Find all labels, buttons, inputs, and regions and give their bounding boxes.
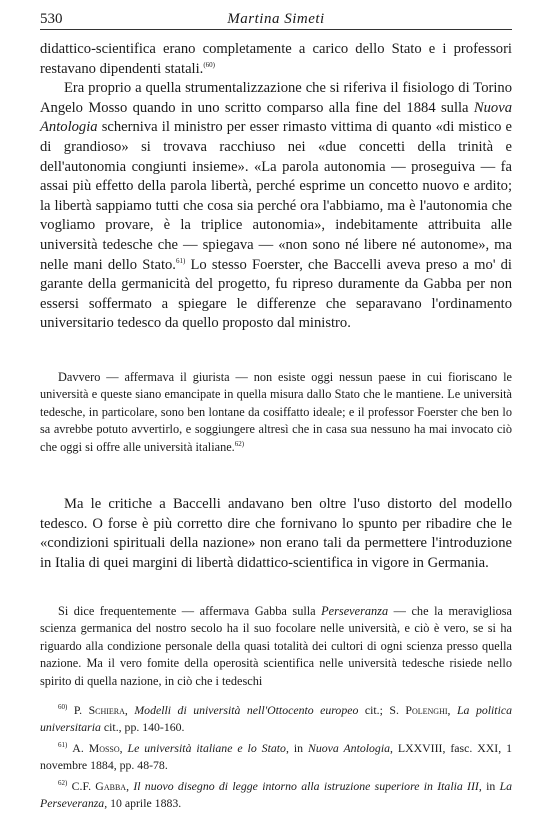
paragraph-text: didattico-scientifica erano completamente a carico dello Stato e i professori restavano dipendenti statali. xyxy=(40,41,512,77)
journal-title: Perseveranza xyxy=(321,604,389,618)
footnote-author: C.F. Gabba xyxy=(71,779,127,793)
quote-body: Si dice frequentemente — affermava Gabba sulla xyxy=(58,604,322,618)
paragraph-mosso xyxy=(40,79,512,334)
block-quote-gabba xyxy=(40,369,512,456)
footnote-mark: 61) xyxy=(58,741,68,750)
footnote-author: A. Mosso xyxy=(72,741,120,755)
footnote-ref: (60) xyxy=(203,60,215,69)
paragraph-text: Lo stesso Foerster, che Baccelli aveva preso a mo' di garante della germanicità del progetto, fu ripreso duramente da Gabba per non essersi soffermato a spiegare le differenze che separavano l'ordinamento universitario tedesco da quello proposto dal ministro. xyxy=(40,256,512,332)
footnote-61 xyxy=(40,740,512,774)
block-quote-perseveranza xyxy=(40,603,512,690)
footnote-title2: La Perseveranza xyxy=(40,779,513,810)
footnote-62 xyxy=(40,778,512,812)
footnote-sep: , xyxy=(126,779,134,793)
footnotes xyxy=(40,702,512,816)
page-number: 530 xyxy=(40,11,63,27)
footnote-mark: 60) xyxy=(58,703,68,712)
paragraph-text: scherniva il ministro per esser rimasto vittima di quanto «di mistico e di grandioso» si trovava racchiuso nei «due concetti della trinità e dell'autonomia congiunti insieme». «La parola autonomia — proseguiva — fa assai più effetto della parola libertà, perché esprime un concetto nuovo e ardito; la libertà sappiamo tutti che cosa sia perché ora l'abbiamo, ma è l'autonomia che vogliamo provare, è la triplice autonomia», indebitamente attribuita alle università tedesche che — spiegava — «non sono né libere né autonome», ma nelle mani dello Stato. xyxy=(40,119,512,273)
footnote-mid: cit.; S. xyxy=(358,703,406,717)
main-text-block xyxy=(40,40,512,334)
footnote-mark: 62) xyxy=(58,779,68,788)
paragraph-text: Ma le critiche a Baccelli andavano ben oltre l'uso distorto del modello tedesco. O forse è più corretto dire che fornivano lo spunto per ribadire che le «condizioni spirituali della nazione» non erano tali da permettere l'introduzione in Italia di quei margini di libertà didattico-scientifica in vigore in Germania. xyxy=(40,496,512,571)
paragraph-critiche xyxy=(40,495,512,573)
running-header xyxy=(40,9,512,30)
paragraph-text: Era proprio a quella strumentalizzazione che si riferiva il fisiologo di Torino Angelo Mosso quando in uno scritto comparso alla fine del 1884 sulla xyxy=(40,80,512,116)
running-head-author: Martina Simeti xyxy=(227,11,325,27)
footnote-author: P. Schiera xyxy=(73,703,125,717)
footnote-title: Le università italiane e lo Stato xyxy=(127,741,286,755)
footnote-60 xyxy=(40,702,512,736)
footnote-sep: , xyxy=(124,703,135,717)
footnote-title2: Nuova Antologia xyxy=(307,741,391,755)
footnote-title2: La politica universitaria xyxy=(40,703,512,734)
quote-text xyxy=(40,369,512,456)
footnote-mid: , in xyxy=(478,779,500,793)
paragraph-continuation xyxy=(40,40,512,79)
footnote-tail: cit., pp. 140-160. xyxy=(100,720,185,734)
footnote-sep: , xyxy=(119,741,128,755)
footnote-mid: , in xyxy=(285,741,308,755)
footnote-tail: , LXXVIII, fasc. XXI, 1 novembre 1884, pp. 48-78. xyxy=(40,741,512,772)
quote-body: — che la meravigliosa scienza germanica del nostro secolo ha il suo focolare nelle università, e ciò è vero, se si ha riguardo alla condizione personale della quasi totalità dei cultori di ogni scienza presso quella nazione. Ma il vero fomite della operosità scientifica nelle università tedesche risiede nello spirito di quella nazione, in ciò che i tedeschi xyxy=(40,604,512,688)
footnote-title: Il nuovo disegno di legge intorno alla istruzione superiore in Italia III xyxy=(133,779,479,793)
footnote-title: Modelli di università nell'Ottocento europeo xyxy=(134,703,359,717)
journal-title: Nuova Antologia xyxy=(40,99,512,136)
quote-body: Davvero — affermava il giurista — non esiste oggi nessun paese in cui fioriscano le università e queste siano emancipate in quella misura dallo Stato che le mantiene. Le università tedesche, in particolare, sono ben lontane da cosiffatto ideale; e il professor Foerster che ben lo sa avrebbe potuto avvertirlo, e soggiungere altresì che in casa sua nessuno ha mai invocato ciò che oggi si offre alle università italiane. xyxy=(40,370,512,454)
quote-text xyxy=(40,603,512,690)
footnote-sep: , xyxy=(447,703,457,717)
footnote-tail: , 10 aprile 1883. xyxy=(104,796,182,810)
footnote-author2: Polenghi xyxy=(405,703,448,717)
footnote-ref: 62) xyxy=(234,439,245,448)
footnote-ref: 61) xyxy=(175,256,186,265)
